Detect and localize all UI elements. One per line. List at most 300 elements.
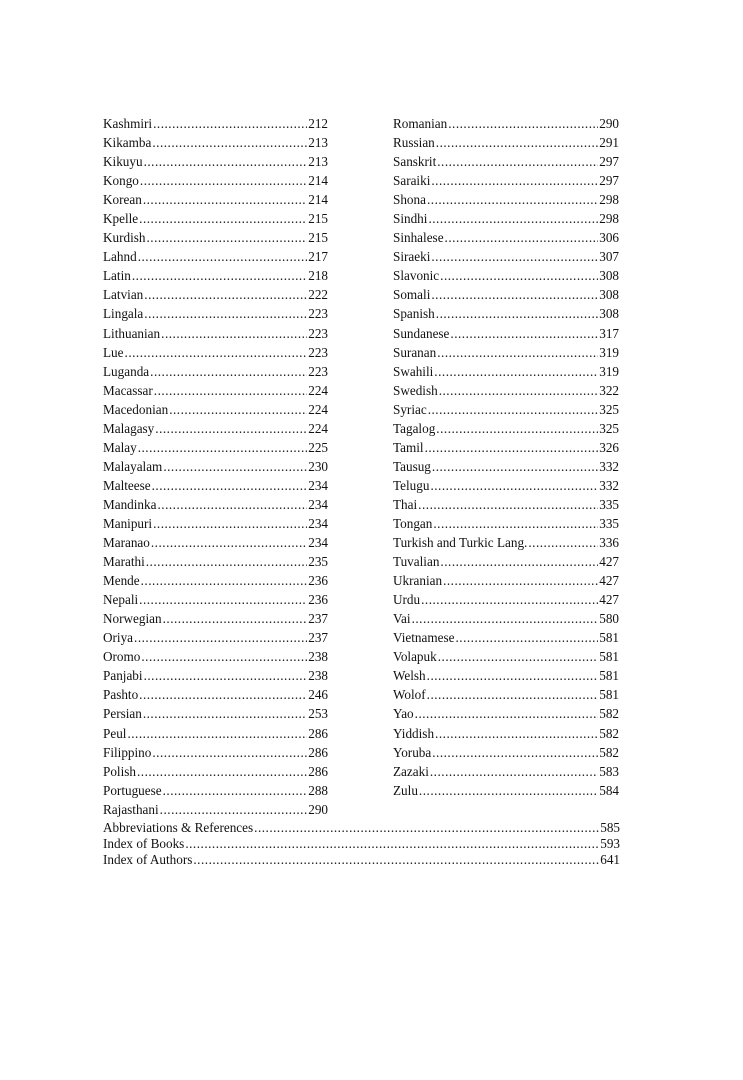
toc-leader-dots: [185, 836, 599, 852]
toc-entry: [103, 266, 328, 285]
toc-leader-dots: [161, 324, 307, 343]
toc-entry-page-number: 286: [308, 725, 328, 741]
toc-entry-page-number: 581: [599, 649, 619, 665]
toc-entry-page-number: 322: [599, 382, 619, 398]
toc-entry: [393, 266, 619, 285]
toc-entry-label: Luganda: [103, 363, 150, 379]
toc-entry-label: Malagasy: [103, 420, 155, 436]
toc-leader-dots: [431, 247, 598, 266]
toc-entry-label: Kikuyu: [103, 154, 143, 170]
toc-entry-page-number: 246: [308, 687, 328, 703]
toc-leader-dots: [157, 495, 307, 514]
toc-leader-dots: [160, 800, 308, 819]
toc-entry: [103, 800, 328, 819]
toc-entry-label: Saraiki: [393, 173, 431, 189]
toc-entry: [103, 514, 328, 533]
toc-entry-label: Mende: [103, 573, 140, 589]
toc-entry-page-number: 427: [599, 573, 619, 589]
toc-entry-page-number: 306: [599, 230, 619, 246]
toc-entry: [393, 590, 619, 609]
toc-entry: [393, 628, 619, 647]
toc-leader-dots: [425, 438, 599, 457]
toc-entry-label: Pashto: [103, 687, 139, 703]
toc-entry: [103, 571, 328, 590]
toc-entry: [103, 552, 328, 571]
toc-leader-dots: [163, 781, 308, 800]
toc-leader-dots: [163, 609, 308, 628]
toc-entry-label: Shona: [393, 192, 426, 208]
toc-entry-label: Latin: [103, 268, 131, 284]
toc-entry-page-number: 215: [308, 230, 328, 246]
toc-leader-dots: [435, 724, 598, 743]
toc-leader-dots: [427, 685, 599, 704]
toc-entry-label: Sinhalese: [393, 230, 444, 246]
toc-leader-dots: [150, 362, 307, 381]
toc-entry: [393, 247, 619, 266]
toc-entry-label: Kashmiri: [103, 116, 153, 131]
toc-entry: [103, 400, 328, 419]
toc-left-column: [103, 114, 328, 819]
toc-entry: [103, 362, 328, 381]
toc-leader-dots: [432, 743, 598, 762]
toc-entry-label: Malayalam: [103, 458, 163, 474]
toc-entry: [393, 324, 619, 343]
toc-entry: [103, 438, 328, 457]
toc-entry-page-number: 332: [599, 477, 619, 493]
toc-entry: [393, 171, 619, 190]
toc-leader-dots: [137, 762, 307, 781]
toc-entry: [103, 820, 620, 836]
toc-leader-dots: [139, 209, 307, 228]
toc-leader-dots: [144, 285, 307, 304]
toc-entry-page-number: 234: [308, 535, 328, 551]
toc-entry-page-number: 582: [599, 725, 619, 741]
toc-entry-label: Welsh: [393, 668, 426, 684]
toc-entry-page-number: 253: [308, 706, 328, 722]
toc-leader-dots: [436, 133, 598, 152]
toc-entry-label: Thai: [393, 496, 418, 512]
toc-leader-dots: [153, 114, 307, 133]
toc-entry: [393, 514, 619, 533]
toc-entry: [393, 362, 619, 381]
toc-leader-dots: [455, 628, 598, 647]
toc-entry: [103, 419, 328, 438]
toc-leader-dots: [434, 362, 598, 381]
toc-leader-dots: [143, 190, 307, 209]
toc-entry-label: Siraeki: [393, 249, 431, 265]
toc-entry-page-number: 308: [599, 268, 619, 284]
toc-entry-label: Lingala: [103, 306, 144, 322]
toc-entry-label: Korean: [103, 192, 142, 208]
toc-entry-label: Macedonian: [103, 401, 169, 417]
toc-entry-page-number: 298: [599, 192, 619, 208]
toc-leader-dots: [127, 724, 307, 743]
toc-entry-label: Sanskrit: [393, 154, 437, 170]
toc-entry-page-number: 290: [308, 801, 328, 817]
toc-leader-dots: [412, 609, 599, 628]
toc-entry-page-number: 581: [599, 630, 619, 646]
toc-entry: [103, 304, 328, 323]
toc-entry-label: Macassar: [103, 382, 153, 398]
toc-entry-page-number: 237: [308, 630, 328, 646]
toc-leader-dots: [443, 571, 598, 590]
toc-entry-label: Rajasthani: [103, 801, 159, 817]
toc-entry-label: Yiddish: [393, 725, 435, 741]
toc-entry-page-number: 325: [599, 401, 619, 417]
toc-entry-label: Panjabi: [103, 668, 143, 684]
toc-leader-dots: [141, 571, 308, 590]
toc-entry-label: Tamil: [393, 439, 424, 455]
toc-leader-dots: [427, 666, 599, 685]
toc-leader-dots: [415, 704, 599, 723]
toc-entry-page-number: 224: [308, 401, 328, 417]
toc-entry-page-number: 286: [308, 763, 328, 779]
toc-entry: [103, 152, 328, 171]
toc-entry-page-number: 222: [308, 287, 328, 303]
toc-entry-label: Lithuanian: [103, 325, 161, 341]
toc-entry: [103, 381, 328, 400]
toc-entry-page-number: 297: [599, 173, 619, 189]
toc-entry-label: Latvian: [103, 287, 144, 303]
toc-entry-page-number: 212: [308, 116, 328, 131]
toc-entry: [103, 590, 328, 609]
toc-entry-label: Maranao: [103, 535, 150, 551]
toc-entry-label: Telugu: [393, 477, 430, 493]
toc-entry-page-number: 213: [308, 154, 328, 170]
toc-entry: [393, 381, 619, 400]
toc-entry: [103, 762, 328, 781]
toc-entry-page-number: 582: [599, 706, 619, 722]
toc-entry: [393, 647, 619, 666]
toc-leader-dots: [147, 228, 308, 247]
toc-entry-label: Vietnamese: [393, 630, 455, 646]
toc-leader-dots: [155, 419, 307, 438]
toc-entry-page-number: 223: [308, 344, 328, 360]
toc-entry: [103, 247, 328, 266]
toc-entry: [393, 209, 619, 228]
toc-entry: [393, 666, 619, 685]
toc-leader-dots: [139, 685, 307, 704]
toc-entry: [393, 133, 619, 152]
toc-leader-dots: [139, 590, 307, 609]
toc-entry-page-number: 582: [599, 744, 619, 760]
toc-entry-label: Portuguese: [103, 782, 162, 798]
toc-entry-page-number: 307: [599, 249, 619, 265]
toc-entry-page-number: 236: [308, 573, 328, 589]
toc-leader-dots: [153, 514, 307, 533]
toc-leader-dots: [436, 304, 598, 323]
toc-entry-page-number: 308: [599, 287, 619, 303]
toc-entry-label: Malteese: [103, 477, 151, 493]
toc-entry: [393, 438, 619, 457]
toc-entry-page-number: 335: [599, 515, 619, 531]
toc-leader-dots: [254, 820, 599, 836]
toc-entry-page-number: 427: [599, 592, 619, 608]
toc-entry-label: Turkish and Turkic Lang.: [393, 535, 528, 551]
toc-entry-page-number: 225: [308, 439, 328, 455]
toc-entry: [393, 495, 619, 514]
toc-entry: [103, 476, 328, 495]
toc-entry: [103, 114, 328, 133]
toc-leader-dots: [448, 114, 598, 133]
toc-entry: [393, 781, 619, 800]
toc-entry-label: Marathi: [103, 554, 145, 570]
toc-entry: [103, 609, 328, 628]
toc-entry-label: Suranan: [393, 344, 437, 360]
toc-entry-page-number: 218: [308, 268, 328, 284]
toc-entry: [393, 533, 619, 552]
toc-entry-page-number: 319: [599, 363, 619, 379]
toc-leader-dots: [146, 552, 307, 571]
toc-leader-dots: [440, 552, 598, 571]
toc-entry-label: Syriac: [393, 401, 427, 417]
toc-leader-dots: [450, 324, 598, 343]
toc-leader-dots: [439, 381, 599, 400]
toc-entry-page-number: 214: [308, 173, 328, 189]
toc-leader-dots: [528, 533, 598, 552]
toc-leader-dots: [445, 228, 599, 247]
toc-entry-page-number: 308: [599, 306, 619, 322]
toc-entry-label: Kikamba: [103, 135, 152, 151]
toc-entry-page-number: 427: [599, 554, 619, 570]
toc-entry-label: Romanian: [393, 116, 448, 131]
toc-entry-label: Swahili: [393, 363, 434, 379]
toc-entry-page-number: 580: [599, 611, 619, 627]
toc-leader-dots: [437, 343, 598, 362]
toc-entry: [393, 457, 619, 476]
toc-entry-page-number: 291: [599, 135, 619, 151]
toc-entry: [103, 533, 328, 552]
toc-leader-dots: [436, 419, 598, 438]
toc-leader-dots: [154, 381, 307, 400]
toc-entry-label: Manipuri: [103, 515, 153, 531]
toc-entry-label: Sundanese: [393, 325, 450, 341]
toc-leader-dots: [438, 647, 599, 666]
toc-entry: [393, 285, 619, 304]
toc-entry-page-number: 215: [308, 211, 328, 227]
toc-leader-dots: [419, 781, 598, 800]
toc-leader-dots: [144, 304, 307, 323]
toc-entry-label: Lue: [103, 344, 124, 360]
toc-backmatter: [103, 820, 620, 868]
toc-entry: [393, 419, 619, 438]
toc-entry-label: Yoruba: [393, 744, 432, 760]
toc-entry-label: Malay: [103, 439, 137, 455]
toc-leader-dots: [143, 704, 307, 723]
toc-entry-page-number: 290: [599, 116, 619, 131]
toc-entry: [103, 209, 328, 228]
toc-entry-page-number: 297: [599, 154, 619, 170]
toc-entry-page-number: 325: [599, 420, 619, 436]
toc-entry-page-number: 317: [599, 325, 619, 341]
toc-entry-label: Persian: [103, 706, 142, 722]
toc-entry-page-number: 223: [308, 325, 328, 341]
toc-entry-page-number: 224: [308, 420, 328, 436]
toc-entry-label: Urdu: [393, 592, 421, 608]
toc-entry-label: Volapuk: [393, 649, 437, 665]
toc-entry-label: Kongo: [103, 173, 139, 189]
toc-leader-dots: [431, 171, 598, 190]
toc-entry-page-number: 583: [599, 763, 619, 779]
toc-entry: [103, 647, 328, 666]
toc-entry: [103, 495, 328, 514]
toc-entry-page-number: 238: [308, 649, 328, 665]
toc-entry: [393, 114, 619, 133]
toc-entry-label: Spanish: [393, 306, 435, 322]
toc-entry-page-number: 223: [308, 363, 328, 379]
toc-entry-label: Zulu: [393, 782, 418, 798]
toc-entry-page-number: 319: [599, 344, 619, 360]
toc-entry: [393, 152, 619, 171]
toc-entry-page-number: 326: [599, 439, 619, 455]
toc-entry-page-number: 288: [308, 782, 328, 798]
toc-entry-label: Tuvalian: [393, 554, 440, 570]
toc-leader-dots: [163, 457, 307, 476]
toc-entry: [103, 836, 620, 852]
toc-entry-label: Peul: [103, 725, 127, 741]
toc-leader-dots: [140, 171, 307, 190]
toc-entry-page-number: 593: [600, 836, 620, 851]
toc-leader-dots: [138, 247, 308, 266]
toc-leader-dots: [134, 628, 307, 647]
toc-entry-page-number: 286: [308, 744, 328, 760]
toc-entry-label: Somali: [393, 287, 431, 303]
toc-leader-dots: [169, 400, 307, 419]
toc-entry-page-number: 336: [599, 535, 619, 551]
toc-leader-dots: [418, 495, 598, 514]
toc-right-column: [393, 114, 619, 800]
toc-entry-label: Tausug: [393, 458, 431, 474]
toc-leader-dots: [428, 209, 598, 228]
toc-entry-label: Oriya: [103, 630, 134, 646]
toc-entry: [393, 476, 619, 495]
toc-entry-label: Index of Authors: [103, 852, 193, 867]
toc-entry: [103, 343, 328, 362]
toc-leader-dots: [152, 133, 307, 152]
toc-entry-page-number: 234: [308, 496, 328, 512]
toc-entry: [103, 190, 328, 209]
toc-leader-dots: [144, 152, 308, 171]
toc-entry-label: Nepali: [103, 592, 139, 608]
toc-entry: [393, 743, 619, 762]
toc-entry: [103, 171, 328, 190]
toc-leader-dots: [421, 590, 598, 609]
toc-entry-page-number: 237: [308, 611, 328, 627]
toc-entry-page-number: 213: [308, 135, 328, 151]
toc-entry: [103, 228, 328, 247]
toc-entry-page-number: 584: [599, 782, 619, 798]
toc-leader-dots: [144, 666, 308, 685]
toc-entry: [393, 343, 619, 362]
toc-entry: [393, 304, 619, 323]
toc-leader-dots: [430, 476, 598, 495]
toc-entry-label: Slavonic: [393, 268, 440, 284]
toc-leader-dots: [440, 266, 598, 285]
toc-leader-dots: [125, 343, 308, 362]
toc-entry: [103, 628, 328, 647]
toc-entry: [103, 852, 620, 868]
toc-entry-label: Filippino: [103, 744, 152, 760]
toc-entry: [103, 457, 328, 476]
toc-entry: [103, 285, 328, 304]
toc-entry-page-number: 585: [600, 820, 620, 835]
toc-entry-label: Oromo: [103, 649, 141, 665]
toc-entry: [103, 685, 328, 704]
toc-leader-dots: [431, 285, 598, 304]
toc-entry-label: Tongan: [393, 515, 433, 531]
toc-entry: [393, 704, 619, 723]
toc-leader-dots: [437, 152, 598, 171]
toc-leader-dots: [193, 852, 599, 868]
toc-leader-dots: [428, 400, 599, 419]
toc-entry-label: Swedish: [393, 382, 438, 398]
toc-leader-dots: [132, 266, 307, 285]
toc-entry: [393, 190, 619, 209]
toc-entry-label: Lahnd: [103, 249, 137, 265]
toc-entry-label: Index of Books: [103, 836, 185, 851]
toc-entry: [393, 552, 619, 571]
toc-entry-page-number: 223: [308, 306, 328, 322]
toc-entry: [393, 400, 619, 419]
toc-entry-page-number: 234: [308, 515, 328, 531]
toc-entry-label: Sindhi: [393, 211, 428, 227]
toc-entry-label: Kpelle: [103, 211, 139, 227]
toc-leader-dots: [151, 533, 307, 552]
toc-entry: [103, 133, 328, 152]
toc-entry-page-number: 235: [308, 554, 328, 570]
toc-entry-label: Kurdish: [103, 230, 146, 246]
toc-entry: [103, 666, 328, 685]
toc-entry-page-number: 217: [308, 249, 328, 265]
toc-leader-dots: [427, 190, 598, 209]
toc-entry-label: Norwegian: [103, 611, 162, 627]
toc-leader-dots: [152, 476, 308, 495]
toc-entry: [393, 571, 619, 590]
toc-entry-page-number: 236: [308, 592, 328, 608]
toc-leader-dots: [141, 647, 307, 666]
toc-entry-label: Abbreviations & References: [103, 820, 254, 835]
toc-entry: [103, 743, 328, 762]
toc-entry-label: Polish: [103, 763, 136, 779]
toc-leader-dots: [138, 438, 308, 457]
toc-entry-page-number: 298: [599, 211, 619, 227]
toc-entry: [393, 228, 619, 247]
toc-entry-label: Mandinka: [103, 496, 157, 512]
toc-entry-page-number: 332: [599, 458, 619, 474]
toc-entry-label: Vai: [393, 611, 411, 627]
toc-leader-dots: [430, 762, 598, 781]
toc-leader-dots: [432, 457, 598, 476]
toc-entry-label: Zazaki: [393, 763, 429, 779]
toc-entry: [393, 724, 619, 743]
toc-entry-page-number: 214: [308, 192, 328, 208]
toc-entry-page-number: 224: [308, 382, 328, 398]
toc-entry-label: Russian: [393, 135, 435, 151]
toc-entry-page-number: 335: [599, 496, 619, 512]
toc-entry-page-number: 581: [599, 668, 619, 684]
toc-entry: [393, 685, 619, 704]
toc-entry-label: Ukranian: [393, 573, 443, 589]
toc-entry-page-number: 238: [308, 668, 328, 684]
toc-entry: [393, 762, 619, 781]
toc-entry-page-number: 234: [308, 477, 328, 493]
toc-entry: [103, 724, 328, 743]
toc-entry: [103, 704, 328, 723]
toc-leader-dots: [152, 743, 307, 762]
toc-entry-label: Wolof: [393, 687, 426, 703]
toc-entry-page-number: 641: [600, 852, 620, 867]
toc-entry: [393, 609, 619, 628]
